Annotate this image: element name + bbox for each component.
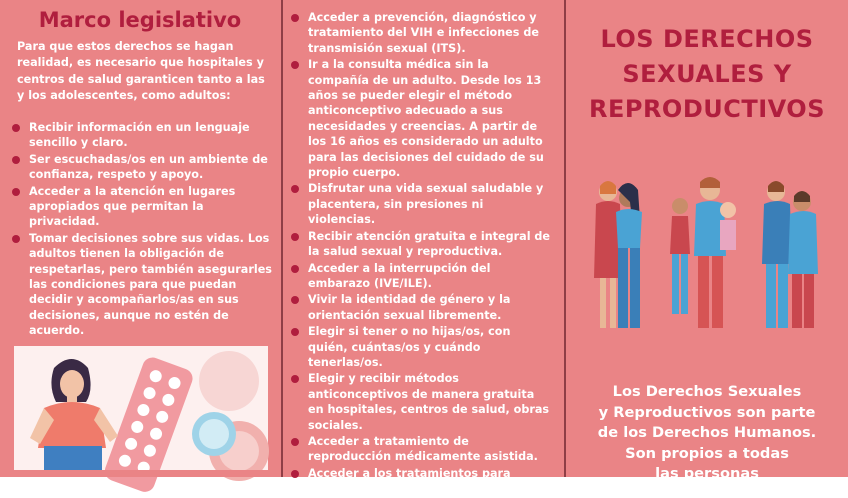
bullet-dot: [291, 296, 299, 304]
list-item: [11, 184, 273, 230]
bullet-dot: [291, 233, 299, 241]
list-item-text: Acceder a la interrupción del embarazo (IVE/ILE).: [308, 261, 491, 290]
list-item-text: Acceder a tratamiento de reproducción médicamente asistida.: [308, 434, 538, 464]
contraceptives-illustration: [14, 346, 268, 477]
families-illustration: [588, 176, 828, 346]
cover-title-line: LOS DERECHOS: [600, 25, 814, 53]
bullet-dot: [291, 14, 299, 22]
middle-rights-list: [290, 10, 552, 498]
list-item-text: Acceder a la atención en lugares apropiados que permitan la privacidad.: [29, 184, 236, 229]
closing-line: Los Derechos Sexuales: [612, 383, 802, 400]
left-rights-list: [11, 120, 273, 340]
list-item: [290, 292, 552, 323]
list-item-text: Recibir información en un lenguaje sencillo y claro.: [29, 121, 250, 150]
closing-line: Son propios a todas: [625, 444, 789, 462]
list-item: [290, 261, 552, 292]
list-item: [290, 324, 552, 370]
list-item-text: Ir a la consulta médica sin la compañía de un adulto. Desde los 13 años se pueder elegir el método anticonceptivo adecuado a sus necesidades y creencias. A partir de los 16 años es considerado un adulto para las decisiones del cuidado de su propio cuerpo.: [308, 58, 544, 180]
list-item-text: Acceder a los tratamientos para modificación corporal de acuerdo a la: [308, 466, 546, 496]
left-panel-title: Marco legislativo: [38, 8, 242, 32]
diverse-families-icon: [588, 176, 828, 346]
bullet-dot: [12, 124, 20, 132]
list-item: [11, 152, 273, 183]
bullet-dot: [12, 235, 20, 243]
cut-off-text-strip: [14, 470, 268, 477]
bullet-dot: [291, 265, 299, 273]
list-item: [290, 434, 552, 465]
closing-line: y Reproductivos son parte: [598, 403, 816, 421]
bullet-dot: [291, 438, 299, 446]
list-item: [290, 371, 552, 433]
cover-title: [574, 22, 840, 127]
bullet-dot: [291, 61, 299, 69]
closing-statement: [574, 382, 840, 485]
fold-line: [281, 0, 283, 477]
fold-line: [564, 0, 566, 477]
bullet-dot: [291, 470, 299, 478]
bullet-dot: [291, 185, 299, 193]
list-item: [290, 181, 552, 227]
cover-title-line: SEXUALES Y: [622, 60, 792, 88]
list-item: [290, 229, 552, 260]
bullet-dot: [291, 328, 299, 336]
list-item: [11, 120, 273, 151]
list-item: [290, 466, 552, 497]
list-item-text: Tomar decisiones sobre sus vidas. Los adultos tienen la obligación de respetarlas, pero también asegurarles las condiciones para que puedan decidir y acompañarlos/as en sus decisiones, aunque no estén de acuerdo.: [29, 231, 272, 338]
bullet-dot: [291, 375, 299, 383]
bullet-dot: [12, 188, 20, 196]
list-item: [11, 231, 273, 339]
list-item: [290, 57, 552, 180]
cover-title-line: REPRODUCTIVOS: [588, 95, 825, 123]
list-item-text: Disfrutar una vida sexual saludable y placentera, sin presiones ni violencias.: [308, 182, 544, 227]
list-item-text: Elegir si tener o no hijas/os, con quién, cuántas/os y cuándo tenerlas/os.: [308, 325, 511, 369]
list-item-text: Recibir atención gratuita e integral de la salud sexual y reproductiva.: [308, 229, 551, 259]
left-panel-intro: Para que estos derechos se hagan realidad, es necesario que hospitales y centros de salud garanticen tanto a las y los adolescentes, como adultos:: [17, 40, 265, 103]
woman-with-pills-icon: [14, 346, 268, 477]
list-item: [290, 10, 552, 56]
list-item-text: Vivir la identidad de género y la orientación sexual libremente.: [308, 293, 511, 322]
list-item-text: Elegir y recibir métodos anticonceptivos de manera gratuita en hospitales, centros de salud, obras sociales.: [308, 372, 550, 432]
list-item-text: Acceder a prevención, diagnóstico y tratamiento del VIH e infecciones de transmisión sexual (ITS).: [308, 11, 539, 55]
closing-line: las personas: [655, 465, 759, 482]
list-item-text: Ser escuchadas/os en un ambiente de confianza, respeto y apoyo.: [29, 152, 268, 182]
bullet-dot: [12, 156, 20, 164]
closing-line: de los Derechos Humanos.: [597, 424, 817, 441]
